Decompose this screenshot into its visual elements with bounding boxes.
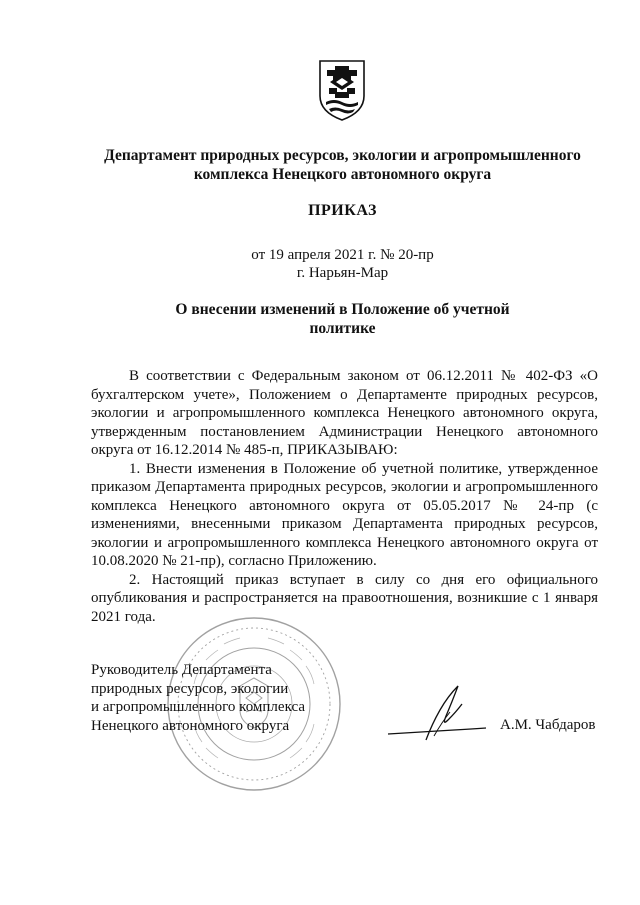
subject-line-1: О внесении изменений в Положение об учетной bbox=[175, 301, 510, 318]
department-line-2: комплекса Ненецкого автономного округа bbox=[193, 166, 492, 183]
department-name bbox=[80, 146, 605, 184]
position-line-4: Ненецкого автономного округа bbox=[91, 717, 290, 734]
document-subject bbox=[80, 300, 605, 338]
document-type: ПРИКАЗ bbox=[308, 202, 377, 219]
signatory-position bbox=[91, 661, 305, 735]
item-1-paragraph: 1. Внести изменения в Положение об учетной политике, утвержденное приказом Департамента природных ресурсов, экологии и агропромышленного комплекса Ненецкого автономного округа от 05.05.2017 № 24-пр (с изменениями, внесенными приказом Департамента природных ресурсов, экологии и агропромышленного комплекса Ненецкого автономного округа от 10.08.2020 № 21-пр), согласно Приложению. bbox=[91, 460, 598, 569]
item-2-paragraph: 2. Настоящий приказ вступает в силу со дня его официального опубликования и распространяется на правоотношения, возникшие с 1 января 2021 года. bbox=[91, 571, 598, 625]
position-line-3: и агропромышленного комплекса bbox=[91, 699, 305, 715]
date-number: от 19 апреля 2021 г. № 20-пр bbox=[251, 247, 434, 263]
position-line-2: природных ресурсов, экологии bbox=[91, 680, 289, 697]
city: г. Нарьян-Мар bbox=[296, 265, 389, 281]
position-line-1: Руководитель Департамента bbox=[91, 662, 272, 678]
handwritten-signature bbox=[382, 676, 492, 756]
signatory-name: А.М. Чабдаров bbox=[500, 717, 596, 733]
department-line-1: Департамент природных ресурсов, экологии и агропромышленного bbox=[104, 147, 581, 164]
document-body bbox=[91, 367, 598, 626]
subject-line-2: политике bbox=[309, 320, 376, 337]
coat-of-arms-icon bbox=[317, 58, 367, 122]
preamble-paragraph: В соответствии с Федеральным законом от 06.12.2011 № 402-ФЗ «О бухгалтерском учете», Положением о Департаменте природных ресурсов, экологии и агропромышленного комплекса Ненецкого автономного округа, утвержденным постановлением Администрации Ненецкого автономного округа от 16.12.2014 № 485-п, ПРИКАЗЫВАЮ: bbox=[91, 368, 598, 458]
